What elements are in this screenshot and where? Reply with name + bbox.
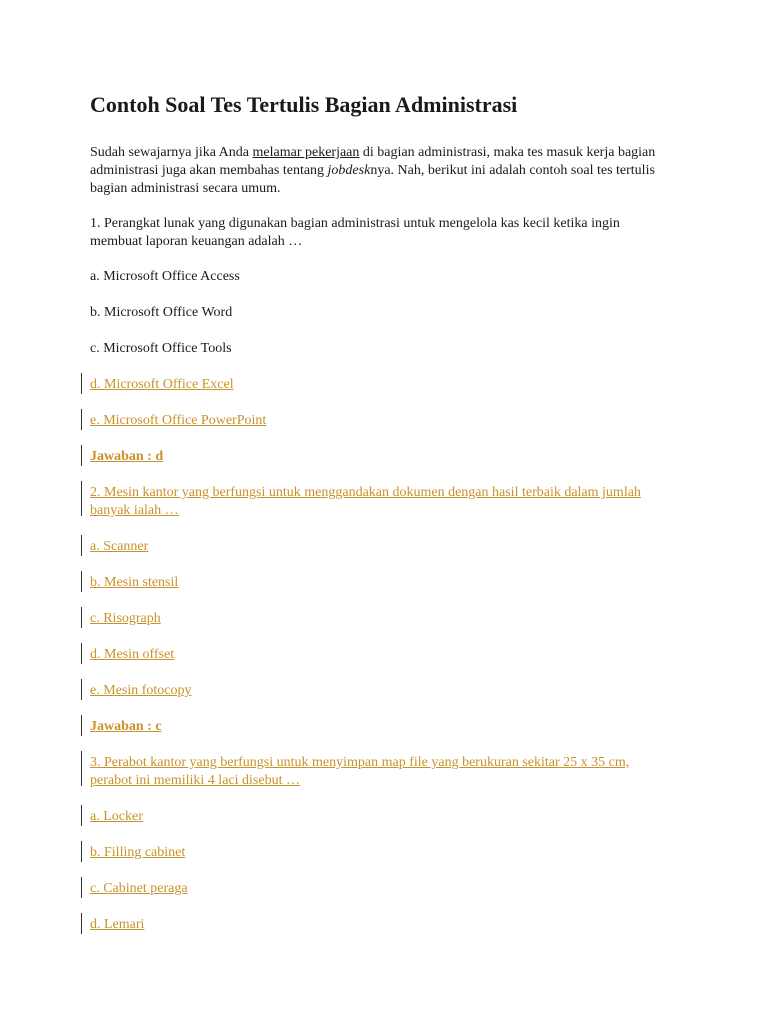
q3-option-a[interactable]: a. Locker (90, 808, 670, 826)
question-1: 1. Perangkat lunak yang digunakan bagian administrasi untuk mengelola kas kecil ketika ingin membuat laporan keuangan adalah … (90, 216, 620, 249)
q1-answer[interactable]: Jawaban : d (90, 448, 670, 466)
question-2[interactable]: 2. Mesin kantor yang berfungsi untuk menggandakan dokumen dengan hasil terbaik dalam jumlah banyak ialah … (90, 484, 670, 520)
melamar-pekerjaan-link[interactable]: melamar pekerjaan (252, 145, 360, 160)
q1-option-d[interactable]: d. Microsoft Office Excel (90, 376, 670, 394)
q3-option-c[interactable]: c. Cabinet peraga (90, 880, 670, 898)
q2-answer[interactable]: Jawaban : c (90, 718, 670, 736)
intro-italic-term: jobdesk (327, 163, 371, 178)
page-title: Contoh Soal Tes Tertulis Bagian Administrasi (90, 92, 518, 117)
q1-option-c: c. Microsoft Office Tools (90, 341, 232, 356)
question-3[interactable]: 3. Perabot kantor yang berfungsi untuk menyimpan map file yang berukuran sekitar 25 x 35 cm, perabot ini memiliki 4 laci disebut … (90, 754, 670, 790)
q2-option-d[interactable]: d. Mesin offset (90, 646, 670, 664)
q2-option-c[interactable]: c. Risograph (90, 610, 670, 628)
intro-text-end: nya. Nah, berikut ini adalah contoh soal tes tertulis bagian administrasi secara umum. (90, 163, 655, 196)
q2-option-b[interactable]: b. Mesin stensil (90, 574, 670, 592)
q2-option-e[interactable]: e. Mesin fotocopy (90, 682, 670, 700)
q3-option-d[interactable]: d. Lemari (90, 916, 670, 934)
intro-paragraph (90, 144, 670, 198)
q3-option-b[interactable]: b. Filling cabinet (90, 844, 670, 862)
intro-text-start: Sudah sewajarnya jika Anda (90, 145, 253, 160)
q2-option-a[interactable]: a. Scanner (90, 538, 670, 556)
q1-option-b: b. Microsoft Office Word (90, 305, 233, 320)
q1-option-a: a. Microsoft Office Access (90, 269, 240, 284)
intro-text-middle: di bagian administrasi, maka tes masuk kerja bagian administrasi juga akan membahas tentang (90, 145, 656, 178)
q1-option-e[interactable]: e. Microsoft Office PowerPoint (90, 412, 670, 430)
